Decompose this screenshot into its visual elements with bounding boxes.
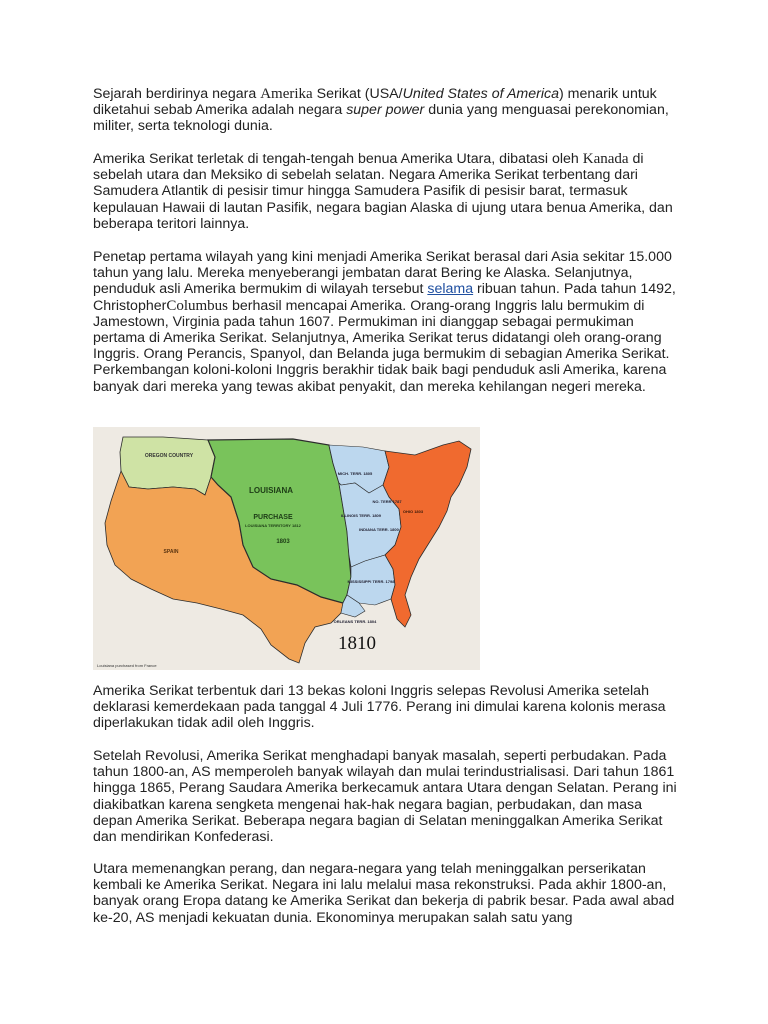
amerika-term: Amerika	[260, 86, 313, 102]
map-year-label: 1810	[338, 633, 376, 654]
geography-text: di sebelah utara dan Meksiko di sebelah selatan. Negara Amerika Serikat terbentang dari Samudera Atlantik di pesisir timur hingga Samudera Pasifik di pesisir barat, termasuk kepulauan Hawaii di lautan Pasifik, negara bagian Alaska di ujung utara benua Amerika, dan beberapa teritori lainnya.	[93, 151, 673, 232]
geography-text: Amerika Serikat terletak di tengah-tengah benua Amerika Utara, dibatasi oleh	[93, 151, 583, 167]
illinois-label: ILLINOIS TERR. 1809	[340, 513, 382, 518]
history-paragraph	[93, 249, 683, 395]
intro-paragraph	[93, 86, 683, 135]
ohio-label: OHIO 1803	[402, 509, 424, 514]
geography-paragraph	[93, 151, 683, 232]
michigan-label: MICH. TERR. 1805	[337, 471, 373, 476]
history-text: berhasil mencapai Amerika. Orang-orang Inggris lalu bermukim di Jamestown, Virginia pada tahun 1607. Permukiman ini dianggap sebagai permukiman pertama di Amerika Serikat. Selanjutnya, Amerika Serikat terus didatangi oleh orang-orang Inggris. Orang Perancis, Spanyol, dan Belanda juga bermukim di sebagian Amerika Serikat. Perkembangan koloni-koloni Inggris berakhir tidak baik bagi penduduk asli Amerika, karena banyak dari mereka yang tewas akibat penyakit, dan mereka kehilangan negeri mereka.	[93, 297, 670, 395]
super-power-term: super power	[346, 102, 425, 119]
historical-map-1810	[93, 427, 480, 670]
intro-text: Sejarah berdirinya negara	[93, 86, 261, 102]
kanada-term: Kanada	[582, 151, 629, 167]
colonies-paragraph: Amerika Serikat terbentuk dari 13 bekas koloni Inggris selepas Revolusi Amerika setelah deklarasi kemerdekaan pada tanggal 4 Juli 1776. Perang ini dimulai karena kolonis merasa diperlakukan tidak adil oleh Inggris.	[93, 683, 666, 732]
columbus-term: Columbus	[166, 297, 229, 314]
intro-text: dunia yang menguasai perekonomian, militer, serta teknologi dunia.	[93, 102, 669, 135]
nw-territory-label: NO. TERR 1787	[372, 499, 402, 504]
indiana-label: INDIANA TERR. 1800	[359, 527, 399, 532]
civil-war-paragraph: Setelah Revolusi, Amerika Serikat menghadapi banyak masalah, seperti perbudakan. Pada tahun 1800-an, AS memperoleh banyak wilayah dan mulai terindustrialisasi. Dari tahun 1861 hingga 1865, Perang Saudara Amerika berkecamuk antara Utara dengan Selatan. Perang ini diakibatkan karena sengketa mengenai hak-hak negara bagian, perbudakan, dan masa depan Amerika Serikat. Beberapa negara bagian di Selatan meninggalkan Amerika Serikat dan mendirikan Konfederasi.	[93, 748, 677, 846]
oregon-label: OREGON COUNTRY	[144, 453, 194, 459]
reconstruction-paragraph: Utara memenangkan perang, dan negara-negara yang telah meninggalkan perserikatan kembali ke Amerika Serikat. Negara ini lalu melalui masa rekonstruksi. Pada akhir 1800-an, banyak orang Eropa datang ke Amerika Serikat dan bekerja di pabrik besar. Pada awal abad ke-20, AS menjadi kekuatan dunia. Ekonominya merupakan salah satu yang	[93, 861, 675, 926]
purchase-year: 1803	[276, 539, 290, 545]
purchase-label: PURCHASE	[253, 514, 293, 521]
usa-english-name: United States of America	[402, 86, 559, 102]
louisiana-label: LOUISIANA	[249, 486, 293, 495]
history-text: Penetap pertama wilayah yang kini menjadi Amerika Serikat berasal dari Asia sekitar 15.000 tahun yang lalu. Mereka menyeberangi jembatan darat Bering ke Alaska. Selanjutnya, penduduk asli Amerika bermukim di wilayah tersebut	[93, 249, 672, 298]
purchase-subtitle: LOUISIANA TERRITORY 1812	[245, 523, 301, 528]
mississippi-label: MISSISSIPPI TERR. 1798	[347, 579, 395, 584]
oregon-country-region	[120, 437, 215, 495]
intro-text: ) menarik untuk diketahui sebab Amerika adalah negara	[93, 86, 657, 119]
us-territory-map	[93, 427, 480, 670]
history-text: ribuan tahun. Pada tahun 1492, Christopher	[93, 281, 676, 314]
spain-label: SPAIN	[163, 549, 179, 555]
selama-link[interactable]: selama	[427, 281, 474, 298]
orleans-label: ORLEANS TERR. 1804	[333, 619, 377, 624]
intro-text: Serikat (USA/	[312, 86, 403, 102]
map-caption: Louisiana purchased from France	[97, 663, 157, 668]
